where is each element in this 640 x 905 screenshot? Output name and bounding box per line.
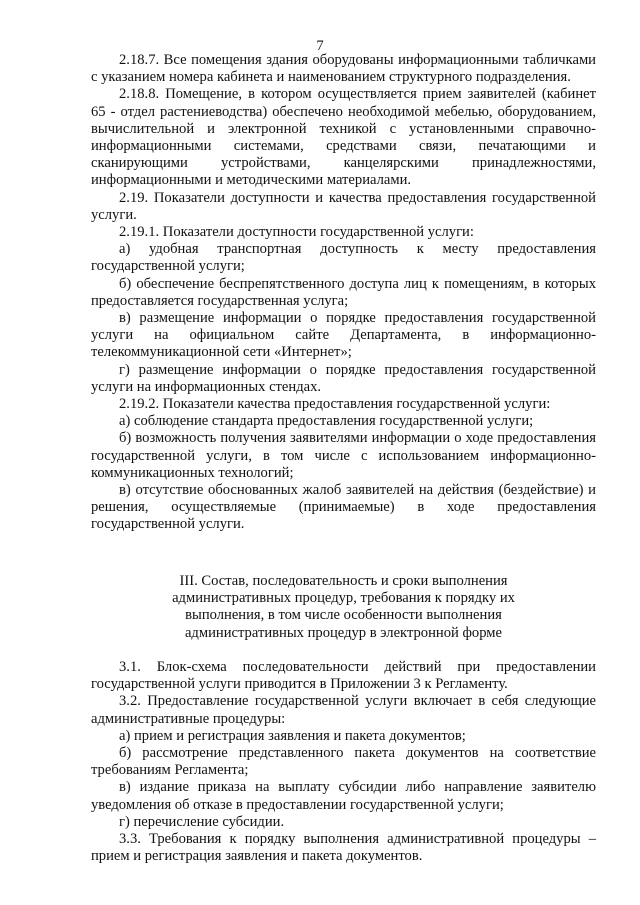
list-item-b: б) рассмотрение представленного пакета документов на соответствие требованиям Регламента; (91, 745, 596, 779)
list-item-b: б) возможность получения заявителями информации о ходе предоставления государственной услуги, в том числе с использованием информационно-коммуникационных технологий; (91, 430, 596, 481)
paragraph-2-18-7: 2.18.7. Все помещения здания оборудованы информационными табличками с указанием номера кабинета и наименованием структурного подразделения. (91, 52, 596, 86)
list-item-b: б) обеспечение беспрепятственного доступа лиц к помещениям, в которых предоставляется государственная услуга; (91, 275, 596, 309)
section-heading (91, 573, 596, 642)
list-item-v: в) размещение информации о порядке предоставления государственной услуги на официальном сайте Департамента, в информационно-телекоммуникационной сети «Интернет»; (91, 310, 596, 361)
list-item-a: а) прием и регистрация заявления и пакета документов; (119, 727, 466, 744)
heading-line: административных процедур, требования к порядку их (172, 590, 515, 607)
heading-line: III. Состав, последовательность и сроки выполнения (179, 573, 508, 589)
heading-line: административных процедур в электронной форме (184, 624, 503, 641)
paragraph-2-19-2: 2.19.2. Показатели качества предоставления государственной услуги: (119, 396, 551, 413)
paragraph-2-19-1: 2.19.1. Показатели доступности государственной услуги: (119, 224, 474, 241)
list-item-v: в) издание приказа на выплату субсидии либо направление заявителю уведомления об отказе в предоставлении государственной услуги; (91, 779, 596, 813)
paragraph-3-1: 3.1. Блок-схема последовательности действий при предоставлении государственной услуги приводится в Приложении 3 к Регламенту. (91, 659, 596, 693)
body-text-top (91, 52, 596, 534)
paragraph-2-18-8: 2.18.8. Помещение, в котором осуществляется прием заявителей (кабинет 65 - отдел растениеводства) обеспечено необходимой мебелью, оборудованием, вычислительной и электронной техникой с установленными справочно-информационными системами, средствами связи, печатающими и сканирующими устройствами, канцелярскими принадлежностями, информационными и методическими материалами. (91, 86, 596, 189)
list-item-g: г) перечисление субсидии. (119, 813, 285, 830)
body-text-bottom (91, 659, 596, 865)
list-item-v: в) отсутствие обоснованных жалоб заявителей на действия (бездействие) и решения, осуществляемые (принимаемые) в ходе предоставления государственной услуги. (91, 482, 596, 533)
list-item-g: г) размещение информации о порядке предоставления государственной услуги на информационных стендах. (91, 361, 596, 395)
paragraph-2-19: 2.19. Показатели доступности и качества предоставления государственной услуги. (91, 189, 596, 223)
paragraph-3-3: 3.3. Требования к порядку выполнения административной процедуры – прием и регистрация заявления и пакета документов. (91, 831, 596, 865)
list-item-a: а) соблюдение стандарта предоставления государственной услуги; (119, 413, 534, 430)
list-item-a: а) удобная транспортная доступность к месту предоставления государственной услуги; (91, 241, 596, 275)
heading-line: выполнения, в том числе особенности выполнения (185, 607, 502, 624)
page-number: 7 (316, 38, 324, 54)
paragraph-3-2: 3.2. Предоставление государственной услуги включает в себя следующие административные процедуры: (91, 693, 596, 727)
